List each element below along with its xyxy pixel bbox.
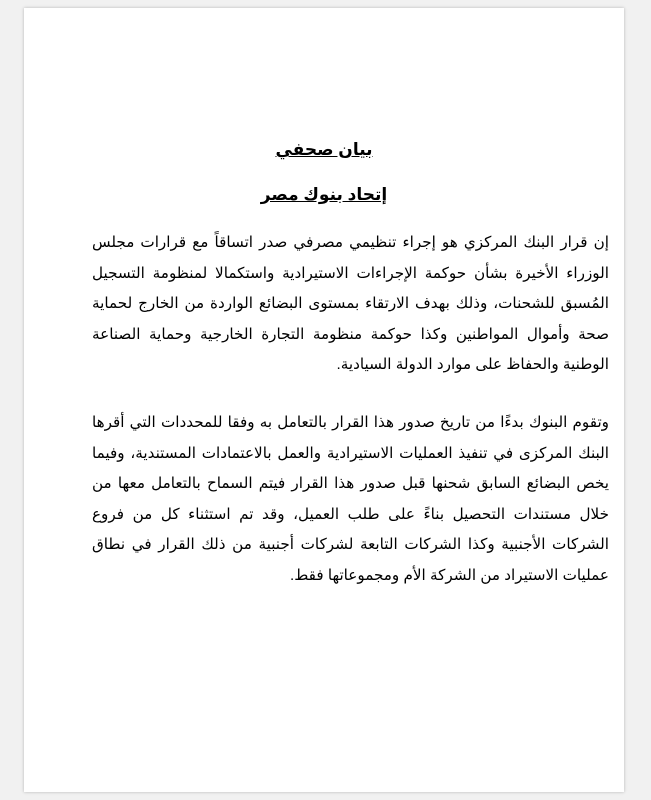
document-page [24, 8, 624, 792]
paragraph-1: إن قرار البنك المركزي هو إجراء تنظيمي مصرفي صدر اتساقاً مع قرارات مجلس الوزراء الأخيرة بشأن حوكمة الإجراءات الاستيرادية واستكمالا لمنظومة التسجيل المُسبق للشحنات، وذلك بهدف الارتقاء بمستوى البضائع الواردة من الخارج لحماية صحة وأموال المواطنين وكذا حوكمة منظومة التجارة الخارجية وحماية الصناعة الوطنية والحفاظ على موارد الدولة السيادية. [92, 234, 609, 373]
page-title: بيان صحفي [275, 140, 373, 159]
paragraph-2: وتقوم البنوك بدءًا من تاريخ صدور هذا القرار بالتعامل به وفقا للمحددات التي أقرها البنك المركزى في تنفيذ العمليات الاستيرادية والعمل بالاعتمادات المستندية، وفيما يخص البضائع السابق شحنها قبل صدور هذا القرار فيتم السماح بالتعامل معها من خلال مستندات التحصيل بناءً على طلب العميل، وقد تم استثناء كل من فروع الشركات الأجنبية وكذا الشركات التابعة لشركات أجنبية من ذلك القرار في نطاق عمليات الاستيراد من الشركة الأم ومجموعاتها فقط. [92, 414, 609, 584]
page-subtitle: إتحاد بنوك مصر [260, 185, 388, 204]
